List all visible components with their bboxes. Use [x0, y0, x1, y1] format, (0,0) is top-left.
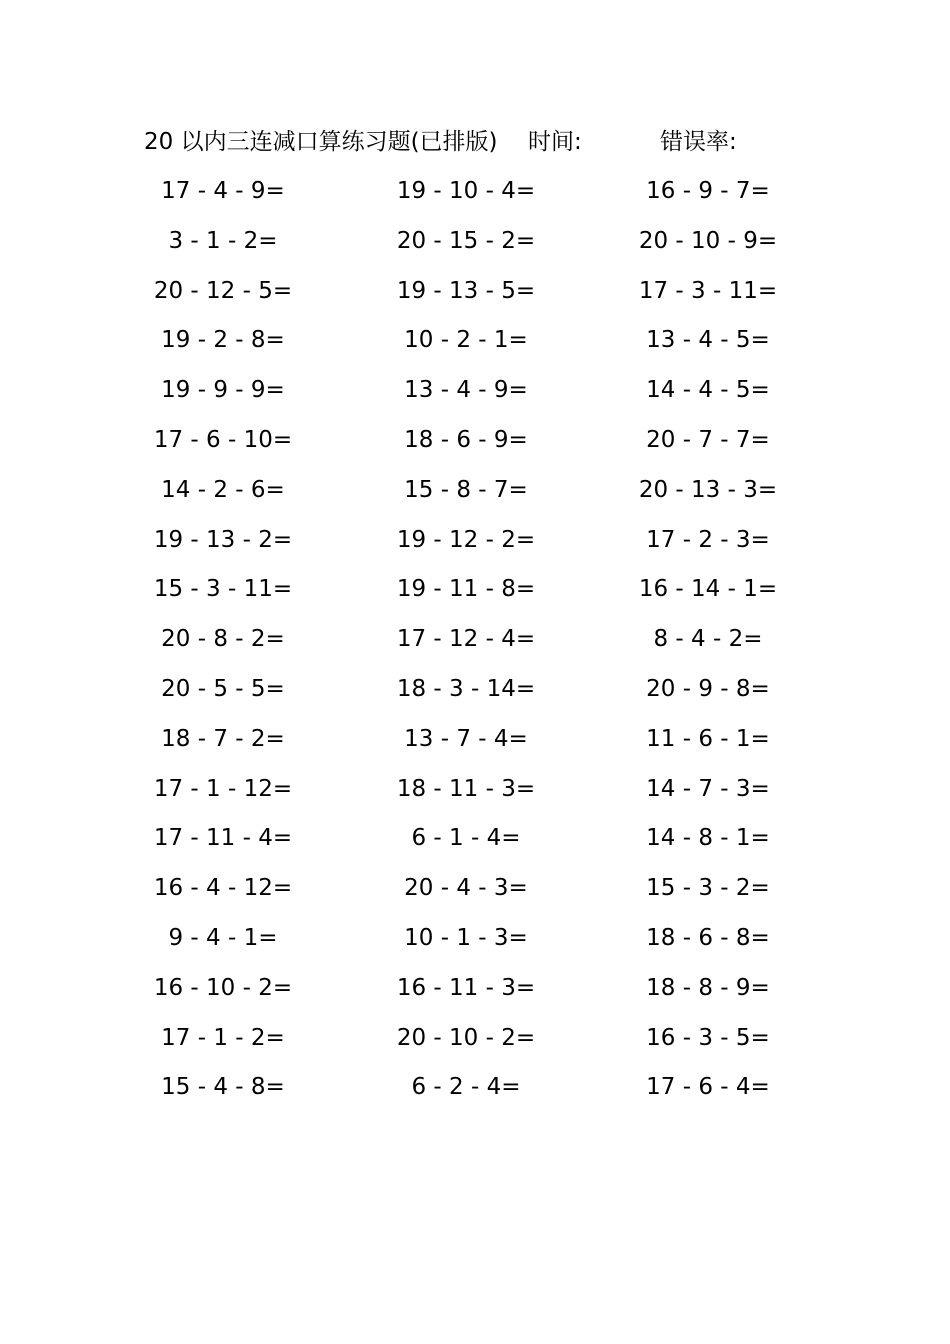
problem-row — [0, 1020, 950, 1070]
problem-item: 14 - 8 - 1= — [646, 825, 770, 852]
time-label: 时间: — [528, 129, 582, 155]
problem-item: 14 - 2 - 6= — [161, 476, 285, 503]
problem-item: 20 - 10 - 2= — [396, 1024, 536, 1051]
problem-row — [0, 1069, 950, 1119]
problem-row — [0, 870, 950, 920]
problem-item: 18 - 7 - 2= — [161, 725, 285, 752]
problem-item: 18 - 11 - 3= — [396, 775, 536, 802]
problem-item: 19 - 13 - 5= — [396, 277, 536, 304]
problem-item: 19 - 12 - 2= — [396, 526, 536, 553]
problem-item: 20 - 8 - 2= — [161, 626, 285, 653]
problem-item: 17 - 1 - 12= — [153, 775, 293, 802]
problem-item: 9 - 4 - 1= — [168, 924, 278, 951]
problem-row — [0, 372, 950, 422]
problem-item: 13 - 4 - 9= — [404, 377, 528, 404]
problem-item: 6 - 2 - 4= — [411, 1074, 521, 1101]
problem-row — [0, 522, 950, 572]
problem-item: 18 - 8 - 9= — [646, 974, 770, 1001]
problem-item: 19 - 11 - 8= — [396, 576, 536, 603]
problem-item: 20 - 4 - 3= — [404, 875, 528, 902]
problem-item: 19 - 10 - 4= — [396, 178, 536, 204]
problem-item: 10 - 1 - 3= — [404, 924, 528, 951]
problem-row — [0, 273, 950, 323]
problem-item: 17 - 4 - 9= — [161, 178, 285, 204]
problem-item: 15 - 3 - 11= — [153, 576, 293, 603]
error-rate-label: 错误率: — [660, 129, 737, 155]
problem-row — [0, 920, 950, 970]
problem-item: 3 - 1 - 2= — [168, 227, 278, 254]
problem-item: 17 - 6 - 10= — [153, 426, 293, 453]
problem-item: 20 - 13 - 3= — [638, 476, 778, 503]
problem-item: 16 - 14 - 1= — [638, 576, 778, 603]
problem-item: 20 - 7 - 7= — [646, 426, 770, 453]
problem-item: 20 - 15 - 2= — [396, 227, 536, 254]
problem-item: 17 - 1 - 2= — [161, 1024, 285, 1051]
problem-row — [0, 322, 950, 372]
problem-item: 19 - 13 - 2= — [153, 526, 293, 553]
problem-item: 14 - 7 - 3= — [646, 775, 770, 802]
problem-item: 8 - 4 - 2= — [653, 626, 763, 653]
problem-item: 16 - 4 - 12= — [153, 875, 293, 902]
problem-row — [0, 771, 950, 821]
problem-item: 14 - 4 - 5= — [646, 377, 770, 404]
problem-item: 20 - 9 - 8= — [646, 675, 770, 702]
problem-item: 20 - 5 - 5= — [161, 675, 285, 702]
problem-item: 15 - 3 - 2= — [646, 875, 770, 902]
problem-item: 11 - 6 - 1= — [646, 725, 770, 752]
problem-item: 18 - 3 - 14= — [396, 675, 536, 702]
problem-row — [0, 621, 950, 671]
problem-item: 13 - 4 - 5= — [646, 327, 770, 354]
problem-row — [0, 422, 950, 472]
problem-item: 17 - 2 - 3= — [646, 526, 770, 553]
problem-row — [0, 472, 950, 522]
problem-item: 19 - 9 - 9= — [161, 377, 285, 404]
problem-row — [0, 970, 950, 1020]
problem-item: 17 - 6 - 4= — [646, 1074, 770, 1101]
problem-item: 16 - 10 - 2= — [153, 974, 293, 1001]
problem-item: 16 - 9 - 7= — [646, 178, 770, 204]
problem-item: 10 - 2 - 1= — [404, 327, 528, 354]
problem-item: 19 - 2 - 8= — [161, 327, 285, 354]
problem-item: 17 - 11 - 4= — [153, 825, 293, 852]
problem-item: 17 - 12 - 4= — [396, 626, 536, 653]
problem-row — [0, 571, 950, 621]
problem-row — [0, 173, 950, 223]
problem-item: 18 - 6 - 8= — [646, 924, 770, 951]
problem-row — [0, 721, 950, 771]
problem-item: 15 - 4 - 8= — [161, 1074, 285, 1101]
problem-item: 17 - 3 - 11= — [638, 277, 778, 304]
problem-item: 16 - 3 - 5= — [646, 1024, 770, 1051]
problem-row — [0, 671, 950, 721]
worksheet-title: 20 以内三连减口算练习题(已排版) — [144, 129, 498, 155]
problem-item: 16 - 11 - 3= — [396, 974, 536, 1001]
problem-row — [0, 223, 950, 273]
problem-item: 13 - 7 - 4= — [404, 725, 528, 752]
problem-item: 20 - 10 - 9= — [638, 227, 778, 254]
problem-grid — [0, 173, 950, 1119]
problem-row — [0, 820, 950, 870]
problem-item: 20 - 12 - 5= — [153, 277, 293, 304]
problem-item: 15 - 8 - 7= — [404, 476, 528, 503]
problem-item: 6 - 1 - 4= — [411, 825, 521, 852]
problem-item: 18 - 6 - 9= — [404, 426, 528, 453]
